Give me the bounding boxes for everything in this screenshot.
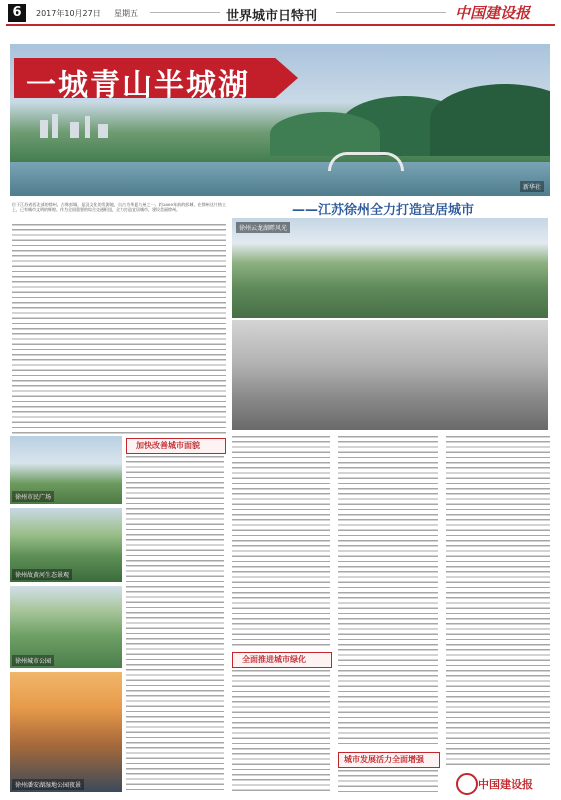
arch-bridge xyxy=(328,152,404,171)
side-photo-3 xyxy=(10,586,122,668)
body-text-col-2a xyxy=(232,436,330,648)
side-photo-1-caption: 徐州市民广场 xyxy=(12,491,54,502)
body-text-col-3a xyxy=(338,436,438,748)
side-photo-2-caption: 徐州故黄河生态景观 xyxy=(12,569,72,580)
section-head-3: 城市发展活力全面增强 xyxy=(344,755,424,764)
body-text-col-3b xyxy=(338,770,438,792)
side-photo-4-night xyxy=(10,672,122,792)
header-decor-line-right xyxy=(336,12,446,13)
section-head-2: 全面推进城市绿化 xyxy=(242,655,306,664)
side-photo-4-caption: 徐州潘安湖湿地公园夜景 xyxy=(12,779,84,790)
intro-paragraph xyxy=(12,202,226,222)
section-head-1: 加快改善城市面貌 xyxy=(136,441,200,450)
issue-date: 2017年10月27日 xyxy=(36,9,101,18)
historic-street-photo xyxy=(232,320,548,430)
middle-photo-caption: 徐州云龙湖畔风光 xyxy=(236,222,290,233)
side-photo-3-caption: 徐州城市公园 xyxy=(12,655,54,666)
body-text-col-4 xyxy=(446,436,550,766)
section-title: 世界城市日特刊 xyxy=(226,9,318,24)
side-photo-2 xyxy=(10,508,122,582)
hero-photo-caption: 新华社 xyxy=(520,181,544,192)
intro-text: 位于江苏省西北部的徐州，古称彭城，是汉文化的发源地，自古为华夏九州之一。约2600年前的彭城，在徐州这片热土上，已有城市文明的辉煌。作为全国重要的综合交通枢纽，全力打造宜居城市，建设美丽徐州。 xyxy=(12,202,226,213)
watermark-text: 中国建设报 xyxy=(478,778,533,791)
watermark-icon xyxy=(456,773,478,795)
body-text-col-2b xyxy=(232,670,330,792)
issue-weekday: 星期五 xyxy=(114,9,138,18)
main-title: 一城青山半城湖 xyxy=(26,68,250,103)
header-decor-line-left xyxy=(150,12,220,13)
subtitle: ——江苏徐州全力打造宜居城市 xyxy=(292,203,475,218)
page-header xyxy=(0,0,561,26)
header-rule xyxy=(6,24,555,26)
page-number: 6 xyxy=(8,4,26,22)
city-lake-photo xyxy=(232,218,548,318)
side-photo-1 xyxy=(10,436,122,504)
body-text-left-column xyxy=(12,224,226,434)
body-text-col-1 xyxy=(126,456,224,792)
masthead-logo: 中国建设报 xyxy=(455,4,531,22)
